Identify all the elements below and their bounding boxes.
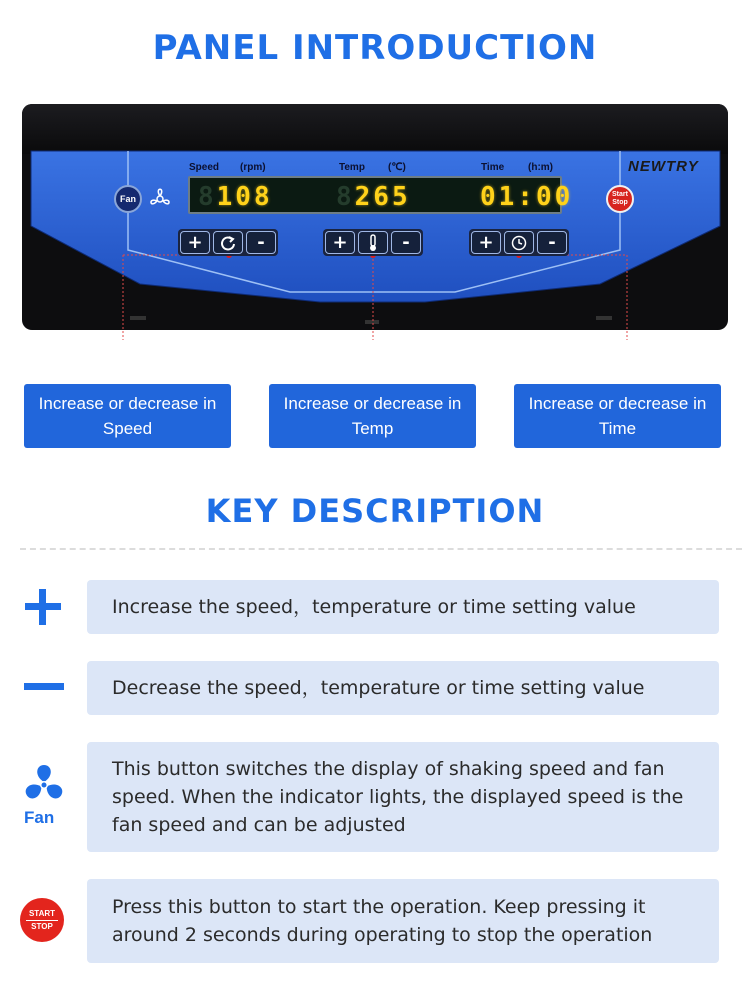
time-button-group [469, 229, 569, 256]
plus-description: Increase the speed，temperature or time setting value [87, 580, 719, 634]
temp-value: 265 [354, 182, 411, 212]
speed-minus-button[interactable]: - [246, 231, 276, 254]
start-stop-button[interactable] [606, 185, 634, 213]
time-minus-button[interactable]: - [537, 231, 567, 254]
fan-label: Fan [24, 808, 55, 827]
speed-unit: (rpm) [240, 162, 266, 173]
brand-logo: NEWTRY [628, 158, 699, 175]
time-plus-button[interactable]: + [471, 231, 501, 254]
lcd-display [188, 176, 574, 214]
time-value: 01:00 [480, 182, 574, 212]
temp-mode-button[interactable] [358, 231, 388, 254]
start-stop-line1: Start [612, 191, 628, 198]
time-label: Time [481, 162, 505, 173]
time-readout [480, 182, 573, 212]
start-icon-bar [26, 920, 58, 921]
callout-speed: Increase or decrease in Speed [24, 384, 231, 448]
start-stop-line2: Stop [612, 199, 628, 206]
speed-value: 108 [216, 182, 273, 212]
key-description-title: KEY DESCRIPTION [205, 492, 545, 530]
minus-description: Decrease the speed，temperature or time setting value [87, 661, 719, 715]
fan-button[interactable]: Fan [114, 185, 142, 213]
rotate-icon [220, 235, 236, 251]
plus-icon [22, 586, 64, 628]
fan-description: This button switches the display of shaking speed and fan speed. When the indicator lights, the displayed speed is the fan speed and can be adjusted [87, 742, 719, 852]
start-stop-description: Press this button to start the operation. Keep pressing it around 2 seconds during operating to stop the operation [87, 879, 719, 963]
dashed-divider [20, 548, 742, 550]
callout-temp: Increase or decrease in Temp [269, 384, 476, 448]
temp-label: Temp [339, 162, 365, 173]
panel-introduction-title: PANEL INTRODUCTION [152, 28, 598, 68]
speed-mode-button[interactable] [213, 231, 243, 254]
start-stop-icon [20, 898, 64, 942]
temp-plus-button[interactable]: + [325, 231, 355, 254]
temp-button-group [323, 229, 423, 256]
temp-readout [336, 182, 411, 212]
temp-unit: (℃) [388, 162, 406, 173]
clock-icon [511, 235, 527, 251]
speed-dim-digit: 8 [198, 182, 217, 212]
start-icon-label: START [28, 908, 56, 918]
callout-time: Increase or decrease in Time [514, 384, 721, 448]
speed-button-group [178, 229, 278, 256]
time-unit: (h:m) [528, 162, 553, 173]
temp-minus-button[interactable]: - [391, 231, 421, 254]
speed-label: Speed [189, 162, 220, 173]
time-mode-button[interactable] [504, 231, 534, 254]
speed-plus-button[interactable]: + [180, 231, 210, 254]
stop-icon-label: STOP [31, 921, 53, 931]
fan-icon [21, 763, 67, 807]
minus-icon [24, 683, 64, 690]
thermometer-icon [367, 234, 379, 252]
speed-readout [198, 182, 273, 212]
temp-dim-digit: 8 [336, 182, 355, 212]
